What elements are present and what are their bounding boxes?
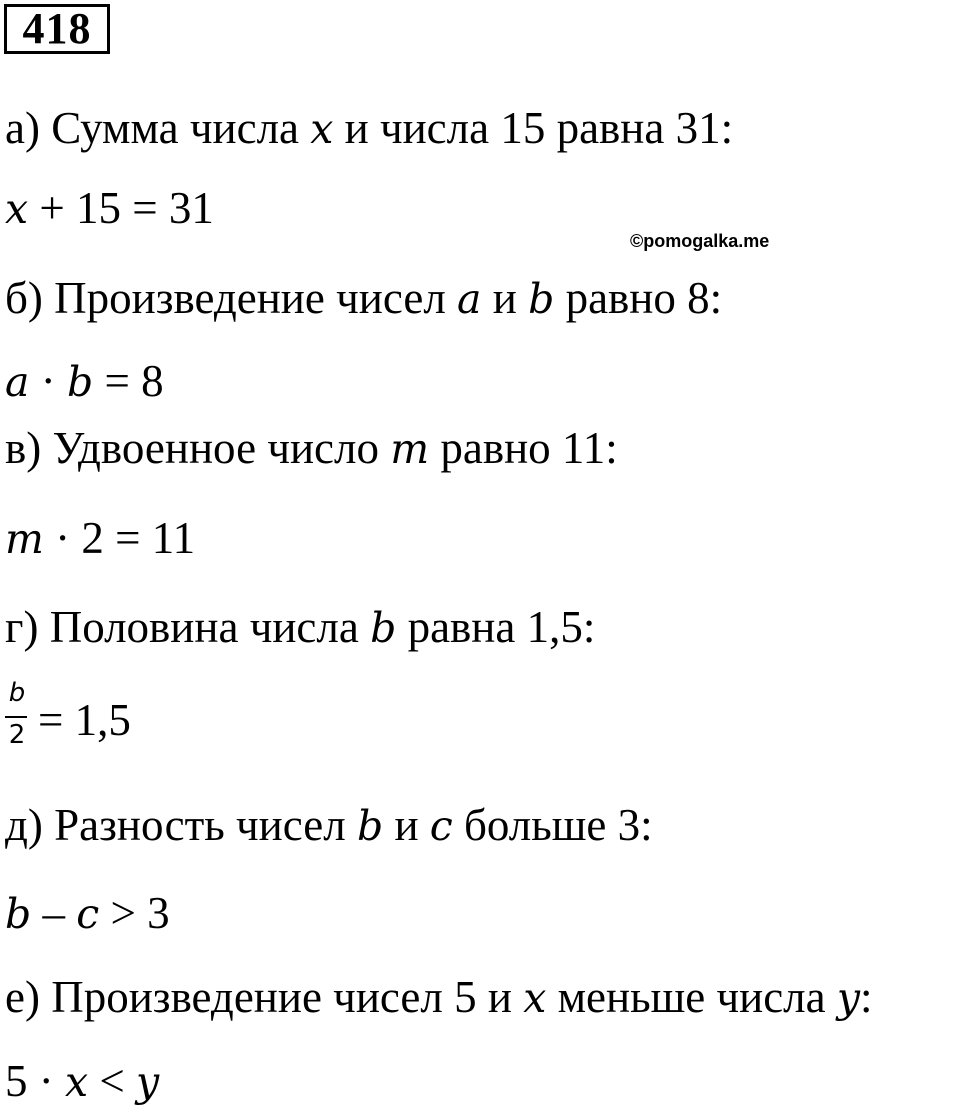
variable: b xyxy=(356,802,384,850)
variable: m xyxy=(5,515,44,563)
heading-text: и xyxy=(481,273,529,323)
variable: a xyxy=(457,275,482,323)
variable: y xyxy=(836,974,861,1022)
heading-text: больше 3: xyxy=(452,800,653,850)
heading-text: и xyxy=(383,800,430,850)
heading-text: и числа 15 равна 31: xyxy=(333,103,734,153)
heading-text: а) Сумма числа xyxy=(5,103,311,153)
formula-text: · xyxy=(29,356,67,406)
problem-number: 418 xyxy=(4,4,110,54)
heading-text: д) Разность чисел xyxy=(5,800,357,850)
item-c-heading xyxy=(5,421,618,476)
item-d-formula: = 1,5 xyxy=(38,695,131,745)
heading-text: равно 8: xyxy=(554,273,723,323)
heading-text: равна 1,5: xyxy=(396,602,596,652)
heading-text: меньше числа xyxy=(546,972,837,1022)
item-a-formula xyxy=(5,181,214,236)
fraction xyxy=(5,678,29,766)
heading-text: е) Произведение чисел 5 и xyxy=(5,972,524,1022)
heading-text: б) Произведение чисел xyxy=(5,273,458,323)
item-a-heading xyxy=(5,101,733,156)
variable: y xyxy=(136,1058,160,1106)
fraction-denominator: 2 xyxy=(8,720,26,750)
formula-text: > 3 xyxy=(99,888,170,938)
formula-text: < xyxy=(88,1056,137,1106)
variable: a xyxy=(5,358,30,406)
formula-text: – xyxy=(31,888,77,938)
item-e-heading xyxy=(5,798,653,853)
formula-text: + 15 = 31 xyxy=(28,183,214,233)
variable: b xyxy=(66,358,94,406)
fraction-numerator: b xyxy=(8,678,26,708)
formula-text: 5 · xyxy=(5,1056,65,1106)
item-d-heading xyxy=(5,600,595,655)
watermark: ©pomogalka.me xyxy=(630,231,770,251)
formula-text: · 2 = 11 xyxy=(43,513,196,563)
variable: c xyxy=(76,890,100,938)
item-b-formula xyxy=(5,354,164,409)
item-e-formula xyxy=(5,886,170,941)
variable: b xyxy=(528,275,555,323)
formula-text: = 8 xyxy=(93,356,164,406)
variable: b xyxy=(370,604,397,652)
heading-text: в) Удвоенное число xyxy=(5,423,391,473)
item-b-heading xyxy=(5,271,722,326)
item-f-formula xyxy=(5,1054,159,1109)
item-c-formula xyxy=(5,511,195,566)
variable: m xyxy=(390,425,430,473)
variable: c xyxy=(429,802,453,850)
variable: x xyxy=(5,185,29,233)
variable: b xyxy=(5,890,32,938)
item-f-heading xyxy=(5,970,873,1025)
heading-text: равно 11: xyxy=(429,423,618,473)
heading-text: : xyxy=(860,972,873,1022)
variable: x xyxy=(65,1058,89,1106)
heading-text: г) Половина числа xyxy=(5,602,371,652)
variable: x xyxy=(310,105,334,153)
fraction-bar xyxy=(5,716,27,718)
variable: x xyxy=(523,974,547,1022)
